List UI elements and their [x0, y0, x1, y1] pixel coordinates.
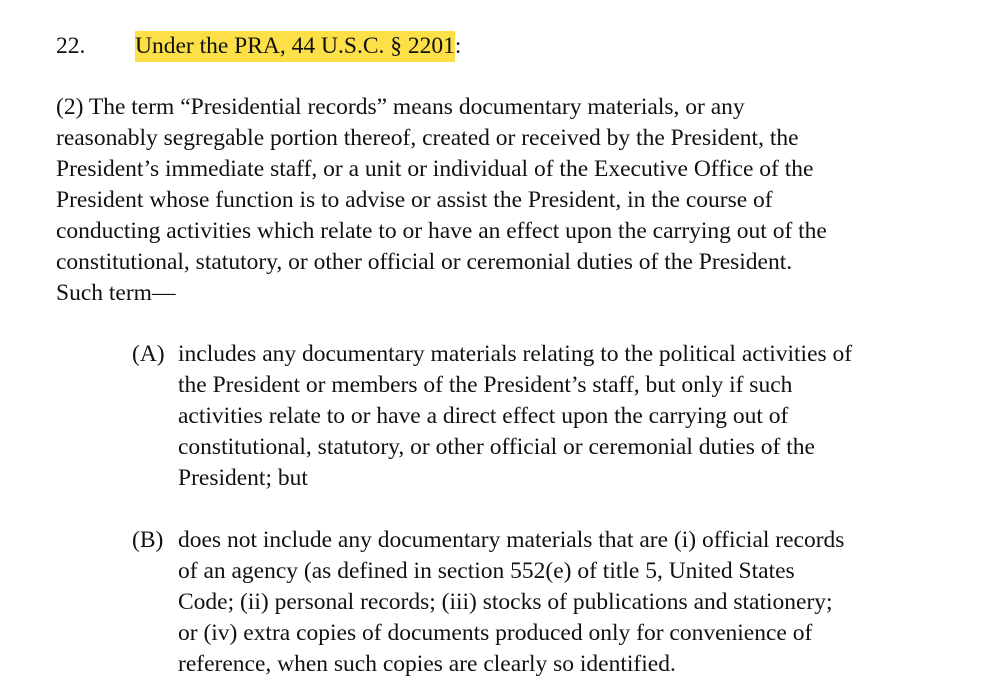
definition-line: Such term—	[56, 280, 176, 306]
clause-line: of an agency (as defined in section 552(e) of title 5, United States	[178, 558, 795, 584]
clause-a	[132, 339, 952, 494]
clause-line: activities relate to or have a direct effect upon the carrying out of	[178, 403, 789, 429]
definition-line: constitutional, statutory, or other official or ceremonial duties of the President.	[56, 249, 793, 275]
clause-line: Code; (ii) personal records; (iii) stocks of publications and stationery;	[178, 589, 833, 615]
clause-line: reference, when such copies are clearly so identified.	[178, 651, 676, 677]
clause-a-text	[178, 339, 952, 494]
definition-line: (2) The term “Presidential records” means documentary materials, or any	[56, 94, 745, 120]
heading-colon: :	[454, 33, 462, 59]
clause-label-a: (A)	[132, 341, 165, 367]
clause-line: President; but	[178, 465, 308, 491]
clause-line: or (iv) extra copies of documents produced only for convenience of	[178, 620, 813, 646]
paragraph-heading	[56, 31, 461, 62]
highlighted-citation[interactable]: Under the PRA, 44 U.S.C. § 2201	[135, 31, 455, 62]
clause-line: the President or members of the President’s staff, but only if such	[178, 372, 793, 398]
definition-line: President whose function is to advise or assist the President, in the course of	[56, 187, 773, 213]
clause-line: includes any documentary materials relating to the political activities of	[178, 341, 853, 367]
paragraph-number: 22.	[56, 33, 86, 59]
clause-b	[132, 525, 952, 680]
definition-line: conducting activities which relate to or have an effect upon the carrying out of the	[56, 218, 827, 244]
definition-paragraph	[56, 92, 946, 309]
definition-line: reasonably segregable portion thereof, created or received by the President, the	[56, 125, 799, 151]
clause-b-text	[178, 525, 952, 680]
definition-line: President’s immediate staff, or a unit or individual of the Executive Office of the	[56, 156, 814, 182]
clause-label-b: (B)	[132, 527, 164, 553]
clause-line: does not include any documentary materials that are (i) official records	[178, 527, 845, 553]
clause-line: constitutional, statutory, or other official or ceremonial duties of the	[178, 434, 815, 460]
